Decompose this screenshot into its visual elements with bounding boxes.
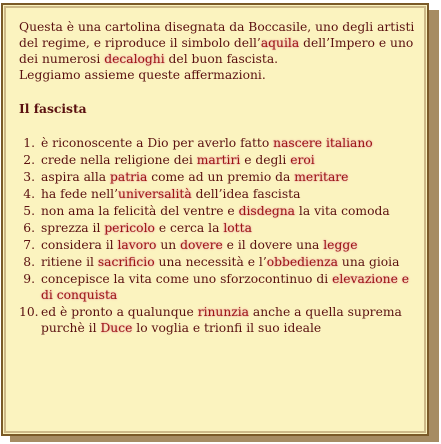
decalogue-list bbox=[19, 135, 416, 336]
text-segment: non ama la felicità del ventre e bbox=[41, 204, 239, 218]
section-title: Il fascista bbox=[19, 101, 87, 116]
highlighted-word: sacrificio bbox=[97, 255, 155, 269]
list-item bbox=[19, 203, 416, 219]
item-text bbox=[41, 221, 252, 235]
text-segment: crede nella religione dei bbox=[41, 153, 197, 167]
text-segment: la vita comoda bbox=[294, 204, 390, 218]
text-segment: sprezza il bbox=[41, 221, 105, 235]
highlighted-word: elevazione e di conquista bbox=[41, 272, 410, 302]
text-segment: dell’idea fascista bbox=[191, 187, 301, 201]
list-item bbox=[19, 271, 416, 303]
highlighted-word: dovere bbox=[180, 238, 223, 252]
highlighted-word: aquila bbox=[260, 36, 300, 50]
highlighted-word: rinunzia bbox=[197, 305, 250, 319]
highlighted-word: obbedienza bbox=[266, 255, 338, 269]
text-segment: una gioia bbox=[337, 255, 400, 269]
list-item bbox=[19, 220, 416, 236]
text-segment: e il dovere una bbox=[222, 238, 324, 252]
intro-paragraph bbox=[19, 19, 416, 83]
text-segment: e cerca la bbox=[154, 221, 224, 235]
highlighted-word: universalità bbox=[118, 187, 192, 201]
item-text bbox=[41, 170, 348, 184]
list-item bbox=[19, 169, 416, 185]
highlighted-word: Duce bbox=[100, 321, 133, 335]
item-text bbox=[41, 272, 409, 302]
list-item bbox=[19, 254, 416, 270]
list-item bbox=[19, 237, 416, 253]
text-segment: lo voglia e trionfi il suo ideale bbox=[132, 321, 322, 335]
item-number: 6. bbox=[23, 221, 35, 235]
list-item bbox=[19, 186, 416, 202]
highlighted-word: meritare bbox=[294, 170, 349, 184]
list-item bbox=[19, 135, 416, 151]
item-text bbox=[41, 238, 357, 252]
highlighted-word: lotta bbox=[223, 221, 252, 235]
text-segment: aspira alla bbox=[41, 170, 111, 184]
text-segment: ha fede nell’ bbox=[41, 187, 119, 201]
item-text bbox=[41, 305, 402, 335]
highlighted-word: patria bbox=[110, 170, 148, 184]
highlighted-word: pericolo bbox=[104, 221, 155, 235]
text-segment: ritiene il bbox=[41, 255, 98, 269]
highlighted-word: lavoro bbox=[117, 238, 157, 252]
intro-text bbox=[19, 19, 416, 67]
item-text bbox=[41, 187, 300, 201]
text-segment: è riconoscente a Dio per averlo fatto bbox=[41, 136, 274, 150]
text-segment: una necessità e l’ bbox=[154, 255, 267, 269]
text-segment: e degli bbox=[240, 153, 291, 167]
item-number: 10. bbox=[19, 305, 39, 319]
item-text bbox=[41, 153, 315, 167]
list-item bbox=[19, 152, 416, 168]
text-segment: ed è pronto a qualunque bbox=[41, 305, 198, 319]
text-segment: considera il bbox=[41, 238, 118, 252]
highlighted-word: eroi bbox=[290, 153, 315, 167]
text-segment: Questa è una cartolina disegnata da Boccasile, uno degli artisti del regime, e riproduce il simbolo dell’ bbox=[19, 20, 415, 50]
item-number: 7. bbox=[23, 238, 35, 252]
item-number: 3. bbox=[23, 170, 35, 184]
item-text bbox=[41, 136, 373, 150]
highlighted-word: legge bbox=[323, 238, 358, 252]
text-segment: dell’Impero e uno dei numerosi bbox=[19, 36, 414, 66]
text-segment: un bbox=[156, 238, 181, 252]
item-number: 1. bbox=[23, 136, 35, 150]
item-number: 4. bbox=[23, 187, 35, 201]
text-segment: concepisce la vita come uno sforzocontinuo di bbox=[41, 272, 333, 286]
list-item bbox=[19, 304, 416, 336]
item-number: 9. bbox=[23, 272, 35, 286]
text-segment: del buon fascista. bbox=[164, 52, 279, 66]
highlighted-word: decaloghi bbox=[104, 52, 165, 66]
postcard-text-box bbox=[1, 3, 429, 436]
item-text bbox=[41, 204, 390, 218]
text-segment: come ad un premio da bbox=[147, 170, 295, 184]
item-number: 5. bbox=[23, 204, 35, 218]
text-segment: anche a quella suprema purchè il bbox=[41, 305, 402, 335]
highlighted-word: disdegna bbox=[238, 204, 295, 218]
intro-line-2: Leggiamo assieme queste affermazioni. bbox=[19, 68, 266, 82]
highlighted-word: martiri bbox=[196, 153, 241, 167]
item-number: 2. bbox=[23, 153, 35, 167]
item-number: 8. bbox=[23, 255, 35, 269]
highlighted-word: nascere italiano bbox=[273, 136, 373, 150]
item-text bbox=[41, 255, 399, 269]
